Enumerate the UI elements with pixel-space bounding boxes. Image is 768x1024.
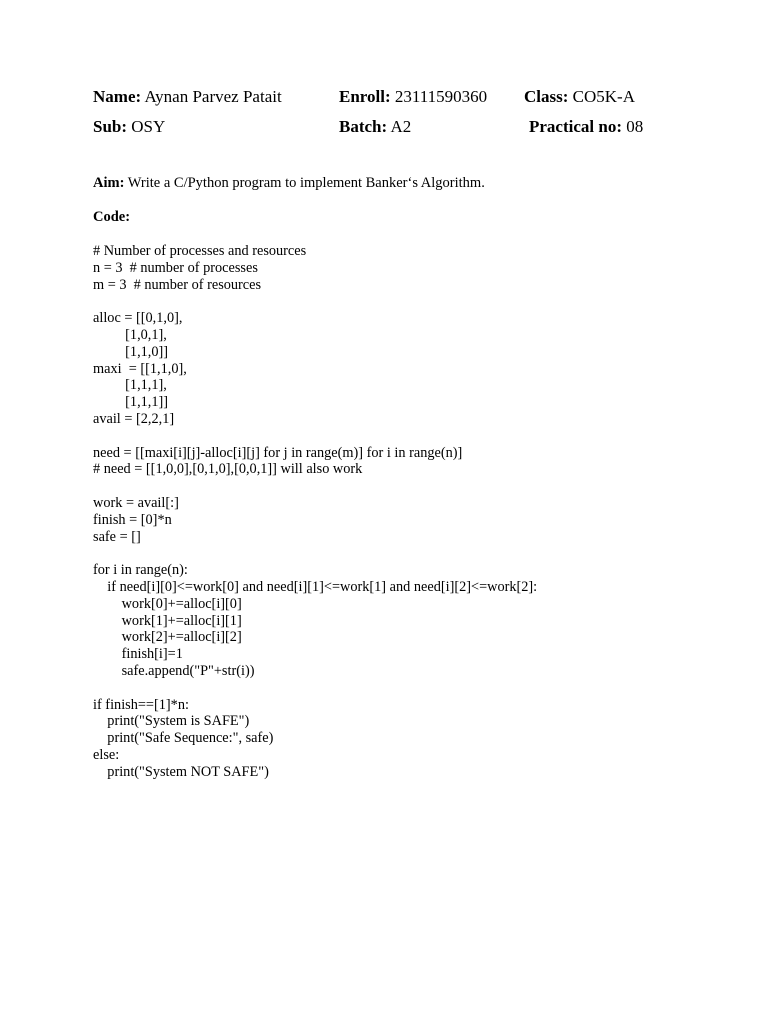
practical-number-label: Practical no:: [529, 117, 622, 136]
code-line: [1,1,1]]: [93, 394, 169, 411]
code-line: [93, 428, 537, 445]
code-line: [93, 478, 537, 495]
subject-label: Sub:: [93, 117, 128, 136]
code-line: safe.append("P"+str(i)): [93, 662, 255, 679]
subject-field: [93, 117, 165, 137]
code-line: [1,1,0]]: [93, 343, 169, 360]
code-line: print("Safe Sequence:", safe): [93, 730, 274, 747]
code-line: safe = []: [93, 528, 141, 545]
code-line: print("System NOT SAFE"): [93, 763, 269, 780]
class-field: [524, 87, 635, 107]
enroll-value: 23111590360: [394, 87, 488, 106]
code-line: [93, 545, 537, 562]
code-line: [1,1,1],: [93, 377, 167, 394]
code-line: maxi = [[1,1,0],: [93, 360, 187, 377]
enroll-label: Enroll:: [339, 87, 391, 106]
code-line: if finish==[1]*n:: [93, 696, 189, 713]
aim-text: Write a C/Python program to implement Banker‘s Algorithm.: [127, 175, 485, 191]
code-line: work[0]+=alloc[i][0]: [93, 595, 242, 612]
code-line: if need[i][0]<=work[0] and need[i][1]<=work[1] and need[i][2]<=work[2]:: [93, 578, 538, 595]
class-value: CO5K-A: [572, 87, 635, 106]
code-line: print("System is SAFE"): [93, 713, 250, 730]
aim-statement: [93, 175, 485, 192]
name-label: Name:: [93, 87, 142, 106]
code-line: work[1]+=alloc[i][1]: [93, 612, 242, 629]
code-line: [93, 293, 537, 310]
code-line: avail = [2,2,1]: [93, 410, 175, 427]
batch-field: [339, 117, 411, 137]
class-label: Class:: [524, 87, 569, 106]
code-line: need = [[maxi[i][j]-alloc[i][j] for j in range(m)] for i in range(n)]: [93, 444, 463, 461]
code-line: # need = [[1,0,0],[0,1,0],[0,0,1]] will also work: [93, 461, 363, 478]
code-line: finish[i]=1: [93, 646, 183, 663]
code-listing: [93, 243, 537, 781]
code-line: for i in range(n):: [93, 562, 188, 579]
name-value: Aynan Parvez Patait: [144, 87, 282, 106]
code-line: # Number of processes and resources: [93, 243, 307, 259]
name-field: [93, 87, 282, 107]
batch-value: A2: [390, 117, 412, 136]
code-line: [93, 680, 537, 697]
code-heading: Code:: [93, 209, 131, 225]
code-line: n = 3 # number of processes: [93, 259, 258, 276]
code-line: work = avail[:]: [93, 494, 179, 511]
code-line: else:: [93, 746, 120, 763]
subject-value: OSY: [131, 117, 166, 136]
code-line: alloc = [[0,1,0],: [93, 310, 183, 327]
aim-label: Aim:: [93, 175, 125, 191]
code-line: finish = [0]*n: [93, 511, 172, 528]
enroll-field: [339, 87, 487, 107]
code-line: m = 3 # number of resources: [93, 276, 262, 293]
practical-number-value: 08: [626, 117, 644, 136]
code-line: work[2]+=alloc[i][2]: [93, 629, 242, 646]
practical-number-field: [529, 117, 643, 137]
code-line: [1,0,1],: [93, 326, 167, 343]
batch-label: Batch:: [339, 117, 388, 136]
